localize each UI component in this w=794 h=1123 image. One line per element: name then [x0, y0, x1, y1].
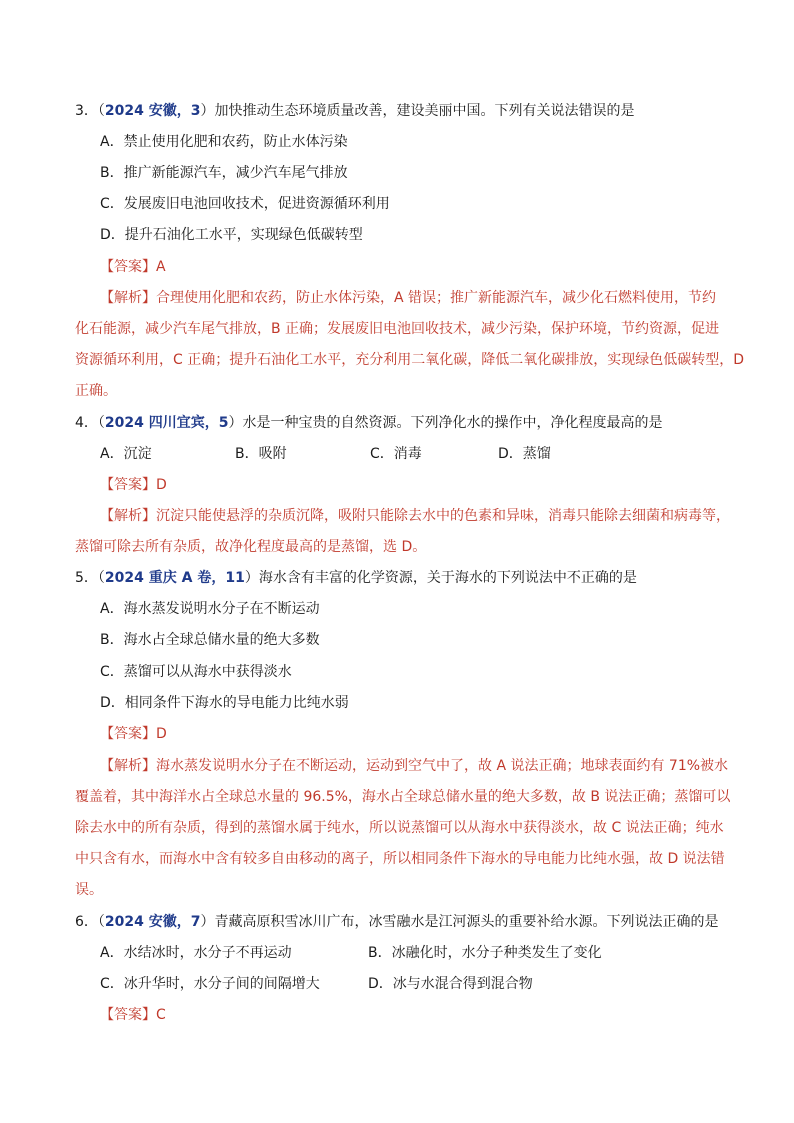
option-c: C．冰升华时，水分子间的间隔增大	[100, 976, 320, 992]
answer-line	[100, 1004, 166, 1026]
question-text: 海水含有丰富的化学资源，关于海水的下列说法中不正确的是	[258, 570, 637, 586]
analysis-line: 覆盖着，其中海洋水占全球总水量的 96.5%，海水占全球总储水量的绝大多数，故 B 说法正确；蒸馏可以	[75, 789, 731, 805]
answer-label: 【答案】	[100, 1007, 156, 1023]
analysis-line: 中只含有水，而海水中含有较多自由移动的离子，所以相同条件下海水的导电能力比纯水强，故 D 说法错	[75, 851, 725, 867]
option-d: D．蒸馏	[498, 446, 551, 462]
question-close: ）	[244, 570, 259, 586]
options-row	[0, 973, 794, 995]
analysis-line: 【解析】海水蒸发说明水分子在不断运动，运动到空气中了，故 A 说法正确；地球表面约有 71%被水	[100, 758, 729, 774]
question-text: 加快推动生态环境质量改善，建设美丽中国。下列有关说法错误的是	[214, 103, 635, 119]
answer-value: D	[156, 726, 167, 742]
question-number: 5．（	[75, 570, 105, 586]
analysis-line: 【解析】合理使用化肥和农药，防止水体污染，A 错误；推广新能源汽车，减少化石燃料使用，节约	[100, 290, 717, 306]
question-5-stem	[75, 567, 637, 589]
option-a: A．水结冰时，水分子不再运动	[100, 945, 292, 961]
analysis-label: 【解析】	[100, 758, 156, 774]
analysis-label: 【解析】	[100, 508, 156, 524]
answer-value: A	[156, 259, 166, 275]
question-source: 2024 四川宜宾，5	[104, 415, 229, 431]
question-number: 3．（	[75, 103, 105, 119]
answer-line	[100, 474, 167, 496]
answer-value: C	[156, 1007, 166, 1023]
answer-line	[100, 723, 167, 745]
question-3-stem	[75, 100, 635, 122]
question-6-stem	[75, 911, 719, 933]
question-source: 2024 重庆 A 卷，11	[104, 570, 245, 586]
question-source: 2024 安徽，3	[104, 103, 201, 119]
option-a: A．禁止使用化肥和农药，防止水体污染	[100, 134, 348, 150]
question-text: 水是一种宝贵的自然资源。下列净化水的操作中，净化程度最高的是	[242, 415, 663, 431]
question-4-stem	[75, 412, 663, 434]
options-row	[0, 443, 794, 465]
question-close: ）	[228, 415, 243, 431]
option-b: B．海水占全球总储水量的绝大多数	[100, 632, 320, 648]
question-text: 青藏高原积雪冰川广布，冰雪融水是江河源头的重要补给水源。下列说法正确的是	[214, 914, 719, 930]
analysis-line: 误。	[75, 882, 103, 898]
question-source: 2024 安徽，7	[104, 914, 201, 930]
answer-line	[100, 256, 166, 278]
option-a: A．沉淀	[100, 446, 152, 462]
option-b: B．冰融化时，水分子种类发生了变化	[368, 945, 602, 961]
option-a: A．海水蒸发说明水分子在不断运动	[100, 601, 320, 617]
question-close: ）	[200, 103, 215, 119]
analysis-line: 化石能源，减少汽车尾气排放，B 正确；发展废旧电池回收技术，减少污染，保护环境，节约资源，促进	[75, 321, 720, 337]
answer-label: 【答案】	[100, 477, 156, 493]
analysis-label: 【解析】	[100, 290, 156, 306]
option-d: D．提升石油化工水平，实现绿色低碳转型	[100, 227, 363, 243]
question-close: ）	[200, 914, 215, 930]
options-row	[0, 942, 794, 964]
option-d: D．冰与水混合得到混合物	[368, 976, 533, 992]
option-b: B．推广新能源汽车，减少汽车尾气排放	[100, 165, 348, 181]
analysis-line: 蒸馏可除去所有杂质，故净化程度最高的是蒸馏，选 D。	[75, 539, 427, 555]
answer-value: D	[156, 477, 167, 493]
option-c: C．消毒	[370, 446, 422, 462]
analysis-line: 资源循环利用，C 正确；提升石油化工水平，充分利用二氧化碳，降低二氧化碳排放，实现绿色低碳转型，D	[75, 352, 745, 368]
option-d: D．相同条件下海水的导电能力比纯水弱	[100, 695, 349, 711]
analysis-line: 【解析】沉淀只能使悬浮的杂质沉降，吸附只能除去水中的色素和异味，消毒只能除去细菌和病毒等，	[100, 508, 730, 524]
analysis-line: 正确。	[75, 383, 117, 399]
option-c: C．发展废旧电池回收技术，促进资源循环利用	[100, 196, 390, 212]
question-number: 4．（	[75, 415, 105, 431]
answer-label: 【答案】	[100, 259, 156, 275]
question-number: 6．（	[75, 914, 105, 930]
option-b: B．吸附	[235, 446, 287, 462]
analysis-line: 除去水中的所有杂质，得到的蒸馏水属于纯水，所以说蒸馏可以从海水中获得淡水，故 C 说法正确；纯水	[75, 820, 724, 836]
option-c: C．蒸馏可以从海水中获得淡水	[100, 664, 292, 680]
answer-label: 【答案】	[100, 726, 156, 742]
